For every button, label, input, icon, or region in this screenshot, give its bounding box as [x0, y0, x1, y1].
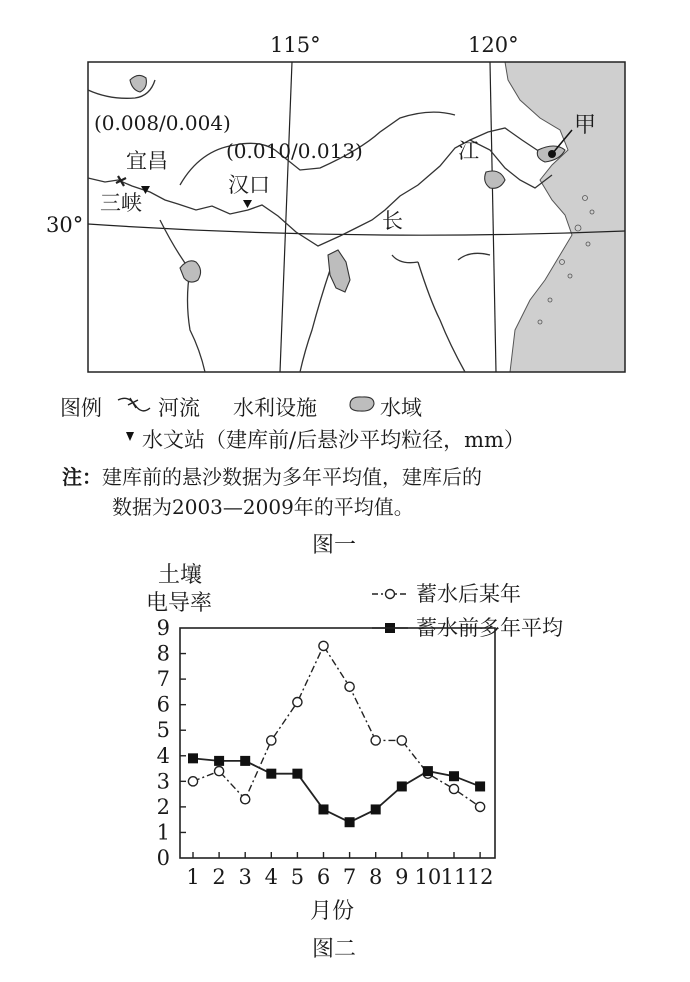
- x-tick-label-1: 1: [186, 865, 200, 889]
- x-tick-label-9: 9: [395, 865, 409, 889]
- dam-icon: [116, 176, 126, 186]
- series-0-point-9: [397, 736, 406, 745]
- y-tick-label-5: 5: [156, 718, 170, 743]
- x-tick-label-3: 3: [238, 865, 252, 889]
- x-tick-label-12: 12: [466, 865, 494, 889]
- series-1-point-5: [292, 769, 302, 779]
- legend-title: 图例: [60, 396, 102, 420]
- series-1-point-12: [475, 781, 485, 791]
- series-1-point-1: [188, 753, 198, 763]
- y-tick-label-9: 9: [156, 616, 170, 640]
- note-line-2: 数据为2003—2009年的平均值。: [112, 495, 414, 519]
- y-tick-label-1: 1: [156, 820, 170, 845]
- x-tick-label-7: 7: [342, 865, 357, 889]
- y-tick-label-8: 8: [156, 641, 170, 666]
- series-0-point-8: [371, 736, 380, 745]
- y-tick-label-4: 4: [156, 743, 170, 768]
- series-0-point-7: [345, 682, 354, 691]
- lon-115-label: 115°: [270, 33, 321, 57]
- three-gorges-label: 三峡: [100, 191, 142, 215]
- figure1-caption: 图一: [312, 533, 357, 558]
- y-tick-label-2: 2: [156, 794, 170, 819]
- series-1-point-3: [240, 756, 250, 766]
- x-tick-label-10: 10: [414, 865, 442, 889]
- note-line-1: [62, 462, 482, 492]
- y-axis-label-line1: 土壤: [158, 563, 203, 588]
- river-label-jiang: 江: [458, 139, 479, 163]
- x-axis-label: 月份: [310, 899, 355, 924]
- series-1-point-2: [214, 756, 224, 766]
- conductivity-chart: [0, 560, 690, 950]
- x-tick-label-6: 6: [316, 865, 331, 889]
- hankou-station-icon: [243, 200, 252, 208]
- legend-water-label: 水域: [380, 396, 422, 420]
- y-tick-label-0: 0: [156, 846, 170, 870]
- x-tick-label-5: 5: [290, 865, 305, 889]
- legend-river-label: 河流: [158, 396, 200, 420]
- series-0-point-4: [267, 736, 276, 745]
- legend-series-after: 蓄水后某年: [416, 582, 521, 606]
- legend-facility-label: 水利设施: [233, 396, 317, 420]
- y-tick-label-3: 3: [156, 769, 170, 794]
- legend-marker-after: [386, 590, 395, 599]
- series-0-point-6: [319, 641, 328, 650]
- legend-water-icon: [350, 397, 374, 411]
- y-tick-label-6: 6: [156, 692, 170, 717]
- y-axis-label-line2: 电导率: [146, 591, 213, 616]
- yichang-sediment-label: (0.008/0.004): [94, 111, 231, 135]
- series-1-point-8: [371, 804, 381, 814]
- note-label: 注：: [62, 465, 102, 489]
- series-1-point-10: [423, 766, 433, 776]
- chart-legend: [372, 582, 563, 640]
- note-text-1: 建库前的悬沙数据为多年平均值，建库后的: [102, 465, 482, 489]
- series-0-point-11: [449, 784, 458, 793]
- figure2-caption: 图二: [312, 937, 357, 962]
- series-1-point-7: [345, 817, 355, 827]
- x-tick-label-8: 8: [369, 865, 383, 889]
- legend-series-before: 蓄水前多年平均: [416, 616, 563, 640]
- series-1-point-9: [397, 781, 407, 791]
- point-jia-label: 甲: [574, 113, 597, 138]
- river-label-chang: 长: [382, 209, 403, 233]
- series-0-point-1: [188, 777, 197, 786]
- series-0-point-3: [241, 795, 250, 804]
- x-tick-label-11: 11: [440, 865, 468, 889]
- x-tick-label-2: 2: [212, 865, 226, 889]
- plot-frame: [180, 628, 495, 858]
- legend-river-facility-icon: [118, 398, 150, 411]
- legend-station-label: 水文站（建库前/后悬沙平均粒径，mm）: [142, 428, 525, 452]
- hankou-label: 汉口: [228, 173, 270, 197]
- series-1-point-6: [319, 804, 329, 814]
- series-1-point-11: [449, 771, 459, 781]
- sea-area: [505, 62, 625, 372]
- lon-120-label: 120°: [468, 33, 519, 57]
- hankou-sediment-label: (0.010/0.013): [226, 139, 363, 163]
- series-1-point-4: [266, 769, 276, 779]
- series-0-point-2: [215, 767, 224, 776]
- series-line-0: [193, 646, 480, 807]
- series-0-point-12: [476, 802, 485, 811]
- series-0-point-5: [293, 698, 302, 707]
- legend-station-icon: [126, 432, 134, 441]
- y-tick-label-7: 7: [156, 667, 170, 692]
- series-line-1: [193, 758, 480, 822]
- yichang-label: 宜昌: [126, 149, 168, 173]
- water-bodies: [130, 75, 565, 292]
- lat-30-label: 30°: [46, 213, 84, 237]
- x-tick-label-4: 4: [264, 865, 278, 889]
